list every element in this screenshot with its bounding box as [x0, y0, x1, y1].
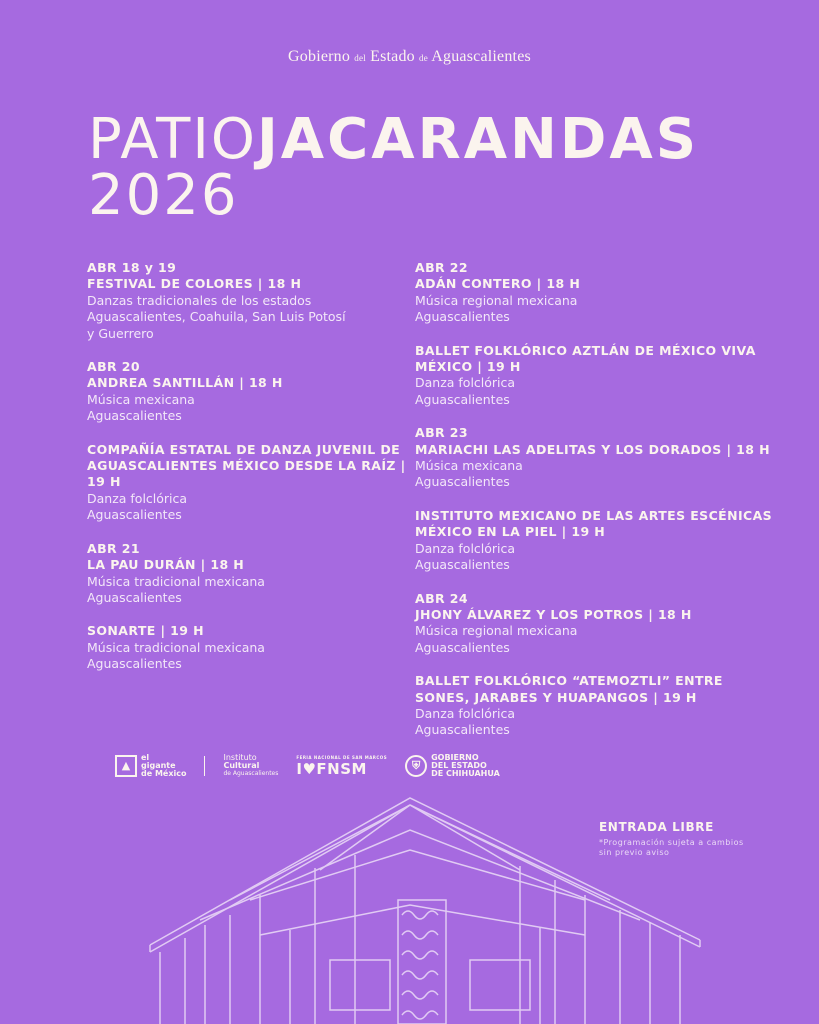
event-name: SONARTE | 19 H — [87, 623, 204, 639]
event-name: BALLET FOLKLÓRICO AZTLÁN DE MÉXICO VIVA MÉXICO | 19 H — [415, 342, 756, 375]
gov-word: del — [354, 53, 366, 63]
event-description: Danza folclórica — [415, 705, 516, 721]
event-name: ANDREA SANTILLÁN | 18 H — [87, 375, 283, 391]
event-name: FESTIVAL DE COLORES | 18 H — [87, 276, 302, 292]
event-description: Aguascalientes — [415, 722, 510, 738]
event-item — [415, 425, 775, 491]
event-description: Danza folclórica — [415, 375, 516, 391]
event-item — [415, 343, 775, 409]
logo-gigante — [115, 754, 186, 778]
logo-text: Instituto — [223, 753, 257, 762]
note-line: sin previo aviso — [599, 848, 670, 857]
event-date: ABR 18 y 19 — [87, 260, 177, 275]
gov-word: Estado — [370, 48, 415, 65]
event-name: MARIACHI LAS ADELITAS Y LOS DORADOS | 18 H — [415, 441, 770, 457]
event-item — [415, 591, 775, 657]
events-left-column — [87, 260, 417, 690]
gov-word: Gobierno — [288, 48, 351, 65]
event-description: Aguascalientes — [415, 391, 510, 407]
event-item — [415, 260, 775, 326]
event-name: COMPAÑÍA ESTATAL DE DANZA JUVENIL DE AGUASCALIENTES MÉXICO DESDE LA RAÍZ | 19 H — [87, 441, 406, 490]
event-description: Aguascalientes — [87, 656, 182, 672]
event-description: Aguascalientes — [415, 309, 510, 325]
events-right-column — [415, 260, 775, 756]
event-name: JHONY ÁLVAREZ Y LOS POTROS | 18 H — [415, 606, 692, 622]
event-item — [87, 623, 417, 672]
logo-text: DEL ESTADO — [431, 761, 487, 770]
event-date: ABR 20 — [87, 359, 140, 375]
event-date: ABR 21 — [87, 540, 140, 556]
sponsor-logos — [115, 750, 500, 782]
shield-icon: ⛨ — [405, 755, 427, 777]
event-item — [87, 541, 417, 607]
event-name: ADÁN CONTERO | 18 H — [415, 276, 581, 292]
event-description: Música regional mexicana — [415, 292, 578, 308]
logo-text: Cultural — [223, 761, 260, 770]
note-line: *Programación sujeta a cambios — [599, 838, 744, 847]
event-description: Aguascalientes — [87, 408, 182, 424]
event-description: Música tradicional mexicana — [87, 573, 265, 589]
event-item — [87, 442, 417, 524]
event-description: Música regional mexicana — [415, 623, 578, 639]
event-description: Danzas tradicionales de los estados — [87, 292, 312, 308]
free-entry-label: ENTRADA LIBRE — [599, 820, 714, 834]
title-year: 2026 — [88, 163, 239, 228]
event-description: Aguascalientes — [415, 474, 510, 490]
logo-instituto-cultural — [223, 754, 278, 778]
logo-text: I♥FNSM — [296, 759, 367, 778]
event-description: y Guerrero — [87, 325, 154, 341]
logo-text: DE CHIHUAHUA — [431, 769, 500, 778]
title-bold: JACARANDAS — [256, 107, 700, 172]
event-item — [415, 673, 775, 739]
event-description: Música mexicana — [87, 391, 195, 407]
title-line-1 — [88, 107, 700, 172]
title-thin: PATIO — [88, 107, 257, 172]
event-description: Aguascalientes — [415, 639, 510, 655]
page-title — [88, 107, 700, 228]
logo-text: de México — [141, 769, 187, 778]
logo-fnsm — [296, 756, 387, 777]
event-description: Danza folclórica — [87, 490, 188, 506]
event-name: LA PAU DURÁN | 18 H — [87, 557, 245, 573]
logo-text: GOBIERNO — [431, 753, 479, 762]
logo-text: de Aguascalientes — [223, 770, 279, 777]
gigante-icon: ▲ — [115, 755, 137, 777]
gov-word: Aguascalientes — [431, 48, 531, 65]
logo-text: FERIA NACIONAL DE SAN MARCOS — [296, 754, 388, 760]
event-description: Aguascalientes — [415, 557, 510, 573]
event-name: BALLET FOLKLÓRICO “ATEMOZTLI” ENTRE SONES, JARABES Y HUAPANGOS | 19 H — [415, 673, 723, 705]
logo-text: el — [141, 753, 150, 762]
event-description: Aguascalientes — [87, 507, 182, 523]
header-government — [0, 48, 819, 66]
event-date: ABR 22 — [415, 260, 468, 275]
event-description: Aguascalientes, Coahuila, San Luis Potosí — [87, 309, 346, 325]
event-description: Música tradicional mexicana — [87, 639, 265, 655]
event-item — [87, 359, 417, 425]
event-description: Danza folclórica — [415, 540, 516, 556]
event-item — [415, 508, 775, 574]
pavilion-illustration — [0, 780, 819, 1024]
event-date: ABR 24 — [415, 590, 468, 606]
event-description: Aguascalientes — [87, 589, 182, 605]
event-item — [87, 260, 417, 342]
logo-chihuahua — [405, 754, 500, 778]
event-description: Música mexicana — [415, 458, 523, 474]
gov-word: de — [419, 53, 428, 63]
logo-divider — [204, 756, 205, 776]
event-date: ABR 23 — [415, 425, 468, 441]
event-name: INSTITUTO MEXICANO DE LAS ARTES ESCÉNICAS MÉXICO EN LA PIEL | 19 H — [415, 507, 773, 540]
logo-text: gigante — [141, 761, 176, 770]
